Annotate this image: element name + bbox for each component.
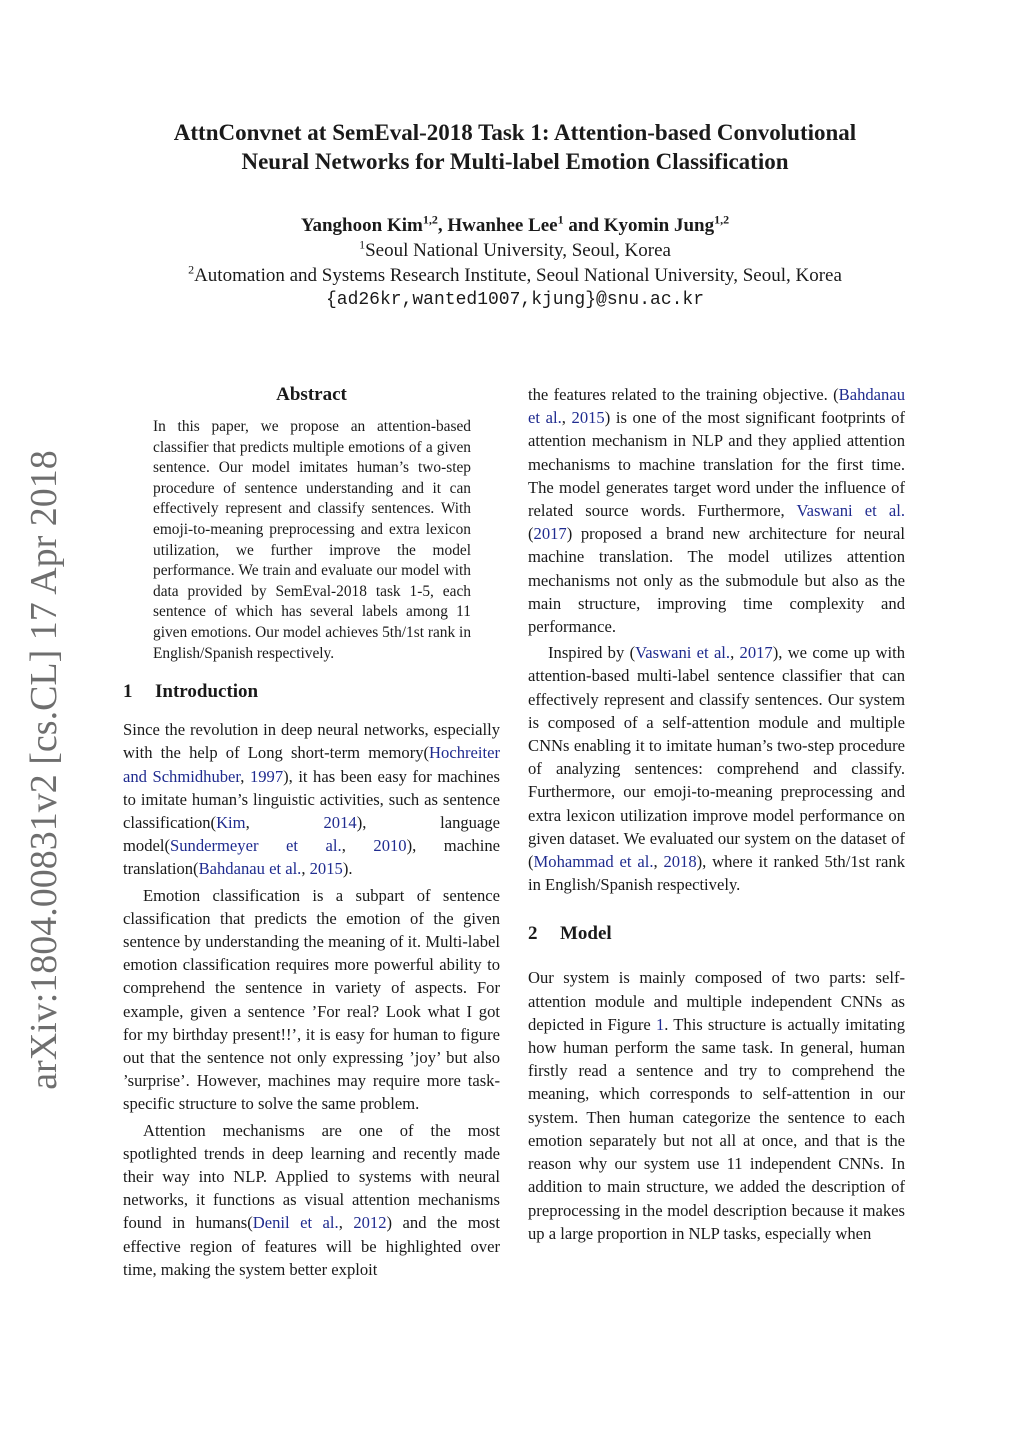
text-run: , xyxy=(341,836,374,856)
affiliation-1-mark: 1 xyxy=(359,237,366,252)
text-run: Since the revolution in deep neural networks, especially with the help of Long short-term memory( xyxy=(123,720,500,763)
abstract-heading: Abstract xyxy=(276,384,347,405)
figure-reference-link[interactable]: 1 xyxy=(655,1014,665,1034)
section-2-heading xyxy=(528,922,905,946)
section-2-title: Model xyxy=(560,923,612,945)
text-run: ), language model( xyxy=(123,812,501,856)
affiliation-1 xyxy=(100,238,930,263)
citation-link[interactable]: 2015 xyxy=(571,408,605,428)
intro-paragraph-2: Emotion classification is a subpart of sentence classification that predicts the emotion of the given sentence by understanding the meaning of it. Multi-label emotion classification requires more powerful ability to comprehend the sentence in variety of aspects. For example, given a sentence ’For real? Look what I got for my birthday present!!’, it is easy for human to figure out that the sentence not only expressing ’joy’ but also ’surprise’. However, machines may require more task-specific structure to solve the same problem. xyxy=(123,885,500,1114)
author-2-affil: 1 xyxy=(557,212,564,227)
citation-link[interactable]: Bahdanau et al. xyxy=(198,859,302,879)
author-names xyxy=(100,213,930,238)
text-run: ) proposed a brand new architecture for neural machine translation. The model utilizes attention mechanisms not only as the submodule but also as the main structure, improving time complexity and performance. xyxy=(528,524,905,637)
citation-link[interactable]: 2018 xyxy=(663,852,697,872)
intro-paragraph-1 xyxy=(123,718,500,880)
text-run: ), where it ranked 5th/1st rank in English/Spanish respectively. xyxy=(528,852,906,895)
citation-link[interactable]: 2017 xyxy=(739,643,773,663)
author-1-affil: 1,2 xyxy=(422,212,438,227)
text-run: ), it has been easy for machines to imitate human’s linguistic activities, such as sentence classification( xyxy=(123,766,500,832)
author-3-affil: 1,2 xyxy=(714,212,730,227)
citation-link[interactable]: 2015 xyxy=(309,859,343,879)
text-run: , xyxy=(240,766,250,786)
right-column xyxy=(528,383,905,1245)
section-1-title: Introduction xyxy=(155,681,259,703)
author-emails[interactable]: {ad26kr,wanted1007,kjung}@snu.ac.kr xyxy=(325,290,705,310)
text-run: ). xyxy=(342,859,353,879)
intro-paragraph-3 xyxy=(123,1119,500,1281)
text-run: , xyxy=(301,859,310,879)
citation-link[interactable]: Sundermeyer et al. xyxy=(170,836,342,856)
model-paragraph-1 xyxy=(528,966,905,1244)
left-column xyxy=(123,383,500,1281)
title-line-2: Neural Networks for Multi-label Emotion Classification xyxy=(241,149,789,174)
author-1: Yanghoon Kim xyxy=(300,215,423,236)
text-run: ), machine translation( xyxy=(123,836,501,879)
text-run: ), we come up with attention-based multi-label sentence classifier that can effectively represent and classify sentences. Our system is composed of a self-attention module and multiple CNNs enabling it to imitate human’s two-step procedure of analyzing sentences: comprehend and classify. Furthermore, our emoji-to-meaning preprocessing and extra lexicon utilization improve model performance on given dataset. We evaluated our system on the dataset of ( xyxy=(528,643,906,872)
citation-link[interactable]: Bahdanau et al. xyxy=(528,385,905,428)
text-run: , xyxy=(245,812,324,832)
citation-link[interactable]: 2014 xyxy=(323,812,357,832)
citation-link[interactable]: 2010 xyxy=(373,836,407,856)
text-run: Inspired by ( xyxy=(548,643,636,663)
citation-link[interactable]: 2012 xyxy=(353,1213,387,1233)
arxiv-stamp xyxy=(18,450,70,1090)
author-separator: and xyxy=(563,215,604,236)
text-run: , xyxy=(730,643,740,663)
section-1-number: 1 xyxy=(123,681,133,703)
section-1-heading xyxy=(123,680,500,704)
affiliation-1-text: Seoul National University, Seoul, Korea xyxy=(365,240,671,261)
author-2: Hwanhee Lee xyxy=(447,215,558,236)
text-run: . This structure is actually imitating how human perform the same task. In general, human firstly read a sentence and try to comprehend the meaning, which corresponds to self-attention in our system. Then human categorize the sentence to each emotion separately but not all at once, and that is the reason why our system use 11 independent CNNs. In addition to main structure, we added the description of preprocessing in the model description because it makes up a large proportion in NLP tasks, especially when xyxy=(528,1014,905,1243)
affiliation-2-mark: 2 xyxy=(188,262,195,277)
paper-title xyxy=(100,118,930,176)
text-run: , xyxy=(653,852,664,872)
citation-link[interactable]: Mohammad et al. xyxy=(533,852,654,872)
text-run: Our system is mainly composed of two parts: self-attention module and multiple independent CNNs as depicted in Figure xyxy=(528,968,905,1034)
intro-paragraph-4 xyxy=(528,383,905,638)
text-run: , xyxy=(338,1213,354,1233)
text-run: ) and the most effective region of features will be highlighted over time, making the system better exploit xyxy=(123,1213,500,1279)
intro-paragraph-5 xyxy=(528,641,905,896)
citation-link[interactable]: Vaswani et al. xyxy=(796,501,905,521)
citation-link[interactable]: Hochreiter and Schmidhuber xyxy=(123,743,500,786)
citation-link[interactable]: 1997 xyxy=(249,766,284,786)
text-run: , xyxy=(561,408,572,428)
title-line-1: AttnConvnet at SemEval-2018 Task 1: Attention-based Convolutional xyxy=(173,120,857,145)
text-run: ( xyxy=(528,524,534,544)
citation-link[interactable]: 2017 xyxy=(533,524,567,544)
author-block xyxy=(100,213,930,313)
section-2-number: 2 xyxy=(528,923,538,945)
text-run: the features related to the training objective. ( xyxy=(528,385,839,404)
arxiv-stamp-text: arXiv:1804.00831v2 [cs.CL] 17 Apr 2018 xyxy=(23,450,65,1090)
citation-link[interactable]: Kim xyxy=(216,812,246,832)
author-separator: , xyxy=(437,215,448,236)
citation-link[interactable]: Vaswani et al. xyxy=(635,643,731,663)
affiliation-2-text: Automation and Systems Research Institute, Seoul National University, Seoul, Korea xyxy=(194,265,842,286)
citation-link[interactable]: Denil et al. xyxy=(252,1213,339,1233)
author-3: Kyomin Jung xyxy=(603,215,715,236)
text-run: ) is one of the most significant footprints of attention mechanism in NLP and they applied attention mechanisms to machine translation for the first time. The model generates target word under the influence of related source words. Furthermore, xyxy=(528,408,906,521)
affiliation-2 xyxy=(100,263,930,288)
abstract-text: In this paper, we propose an attention-based classifier that predicts multiple emotions of a given sentence. Our model imitates human’s two-step procedure of sentence understanding and it can effectively represent and classify sentences. With emoji-to-meaning preprocessing and extra lexicon utilization, we further improve the model performance. We train and evaluate our model with data provided by SemEval-2018 task 1-5, each sentence of which has several labels among 11 given emotions. Our model achieves 5th/1st rank in English/Spanish respectively. xyxy=(153,418,472,662)
text-run: Attention mechanisms are one of the most spotlighted trends in deep learning and recently made their way into NLP. Applied to systems with neural networks, it functions as visual attention mechanisms found in humans( xyxy=(123,1120,500,1233)
